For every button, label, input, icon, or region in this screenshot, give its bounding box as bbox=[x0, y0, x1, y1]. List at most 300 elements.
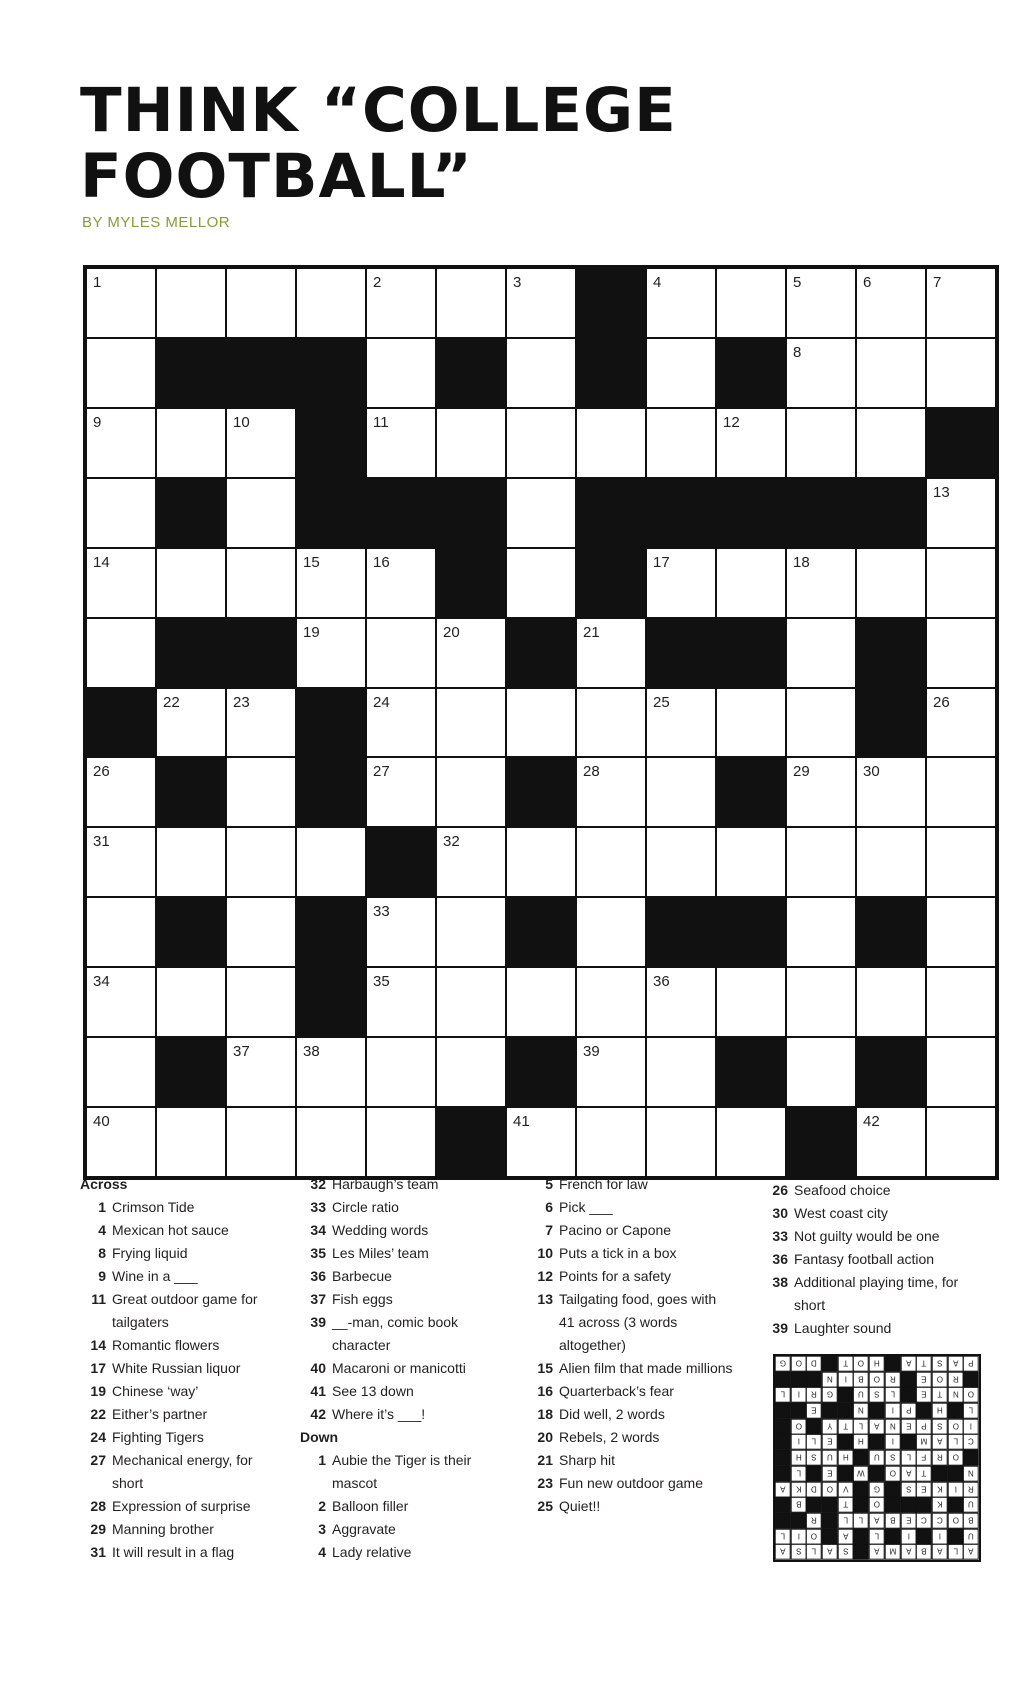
black-square bbox=[716, 1037, 786, 1107]
grid-cell[interactable] bbox=[86, 408, 156, 478]
grid-cell[interactable] bbox=[156, 1107, 226, 1177]
solution-letter: L bbox=[901, 1450, 917, 1466]
clue-number: 32 bbox=[310, 1176, 326, 1192]
black-square bbox=[296, 408, 366, 478]
cell-number: 11 bbox=[373, 413, 389, 431]
grid-cell[interactable] bbox=[366, 1037, 436, 1107]
clue-number: 22 bbox=[90, 1406, 106, 1422]
solution-black-square bbox=[901, 1434, 917, 1450]
grid-cell[interactable] bbox=[716, 967, 786, 1037]
grid-cell[interactable] bbox=[786, 967, 856, 1037]
solution-letter: I bbox=[963, 1419, 979, 1435]
clue-number: 10 bbox=[537, 1245, 553, 1261]
grid-cell[interactable] bbox=[366, 268, 436, 338]
grid-cell[interactable] bbox=[436, 757, 506, 827]
grid-cell[interactable] bbox=[86, 827, 156, 897]
grid-cell[interactable] bbox=[716, 827, 786, 897]
clue-text: Seafood choice bbox=[794, 1182, 891, 1198]
grid-cell[interactable] bbox=[576, 1037, 646, 1107]
clue bbox=[300, 1403, 507, 1426]
grid-cell[interactable] bbox=[926, 1107, 996, 1177]
grid-cell[interactable] bbox=[366, 967, 436, 1037]
clue-text: Alien film that made millions bbox=[559, 1360, 733, 1376]
grid-cell[interactable] bbox=[506, 548, 576, 618]
solution-black-square bbox=[901, 1497, 917, 1513]
grid-cell[interactable] bbox=[436, 967, 506, 1037]
solution-letter: A bbox=[838, 1529, 854, 1545]
grid-cell[interactable] bbox=[296, 548, 366, 618]
solution-letter: G bbox=[869, 1482, 885, 1498]
grid-cell[interactable] bbox=[926, 827, 996, 897]
grid-cell[interactable] bbox=[86, 548, 156, 618]
grid-cell[interactable] bbox=[856, 268, 926, 338]
solution-letter: S bbox=[838, 1544, 854, 1560]
cell-number: 30 bbox=[863, 763, 880, 781]
black-square bbox=[716, 897, 786, 967]
grid-cell[interactable] bbox=[786, 757, 856, 827]
grid-cell[interactable] bbox=[856, 408, 926, 478]
grid-cell[interactable] bbox=[716, 1107, 786, 1177]
solution-letter: L bbox=[806, 1434, 822, 1450]
grid-cell[interactable] bbox=[226, 967, 296, 1037]
grid-cell[interactable] bbox=[786, 1037, 856, 1107]
solution-black-square bbox=[775, 1419, 791, 1435]
grid-cell[interactable] bbox=[926, 1037, 996, 1107]
black-square bbox=[156, 897, 226, 967]
grid-cell[interactable] bbox=[366, 408, 436, 478]
grid-cell[interactable] bbox=[86, 757, 156, 827]
solution-letter: K bbox=[932, 1497, 948, 1513]
clue-text: Harbaugh’s team bbox=[332, 1176, 439, 1192]
solution-black-square bbox=[869, 1466, 885, 1482]
cell-number: 8 bbox=[793, 343, 802, 361]
cell-number: 38 bbox=[303, 1043, 320, 1061]
clue bbox=[762, 1202, 969, 1225]
grid-cell[interactable] bbox=[506, 827, 576, 897]
cell-number: 17 bbox=[653, 553, 670, 571]
clue-number: 1 bbox=[318, 1452, 326, 1468]
grid-cell[interactable] bbox=[926, 548, 996, 618]
grid-cell[interactable] bbox=[576, 1107, 646, 1177]
grid-cell[interactable] bbox=[576, 408, 646, 478]
solution-letter: R bbox=[948, 1372, 964, 1388]
solution-letter: P bbox=[963, 1356, 979, 1372]
solution-letter: A bbox=[901, 1356, 917, 1372]
grid-cell[interactable] bbox=[506, 1107, 576, 1177]
cell-number: 13 bbox=[933, 483, 950, 501]
grid-cell[interactable] bbox=[296, 618, 366, 688]
grid-cell[interactable] bbox=[86, 268, 156, 338]
clue-number: 34 bbox=[310, 1222, 326, 1238]
solution-letter: A bbox=[932, 1434, 948, 1450]
clue bbox=[80, 1265, 287, 1288]
clue-text: White Russian liquor bbox=[112, 1360, 241, 1376]
grid-cell[interactable] bbox=[856, 548, 926, 618]
black-square bbox=[226, 618, 296, 688]
grid-cell[interactable] bbox=[156, 268, 226, 338]
cell-number: 4 bbox=[653, 274, 662, 291]
clue-number: 13 bbox=[537, 1291, 553, 1307]
grid-cell[interactable] bbox=[86, 1037, 156, 1107]
solution-black-square bbox=[869, 1403, 885, 1419]
crossword-grid bbox=[83, 265, 999, 1180]
clue-text: Where it’s ___! bbox=[332, 1406, 426, 1422]
solution-letter: N bbox=[822, 1372, 838, 1388]
solution-letter: E bbox=[822, 1466, 838, 1482]
solution-letter: O bbox=[791, 1356, 807, 1372]
grid-cell[interactable] bbox=[86, 338, 156, 408]
grid-cell[interactable] bbox=[436, 1037, 506, 1107]
solution-letter: O bbox=[853, 1356, 869, 1372]
grid-cell[interactable] bbox=[716, 548, 786, 618]
solution-black-square bbox=[853, 1482, 869, 1498]
grid-cell[interactable] bbox=[856, 338, 926, 408]
clue-number: 23 bbox=[537, 1475, 553, 1491]
solution-letter: G bbox=[775, 1356, 791, 1372]
grid-cell[interactable] bbox=[576, 618, 646, 688]
clue bbox=[80, 1380, 287, 1403]
clue-text: Wedding words bbox=[332, 1222, 429, 1238]
solution-letter: F bbox=[916, 1450, 932, 1466]
grid-cell[interactable] bbox=[506, 688, 576, 758]
grid-cell[interactable] bbox=[506, 478, 576, 548]
cell-number: 19 bbox=[303, 623, 320, 641]
grid-cell[interactable] bbox=[86, 618, 156, 688]
grid-cell[interactable] bbox=[786, 268, 856, 338]
clue-text: Fighting Tigers bbox=[112, 1429, 204, 1445]
grid-cell[interactable] bbox=[786, 897, 856, 967]
grid-cell[interactable] bbox=[926, 478, 996, 548]
clue-text: Great outdoor game for tailgaters bbox=[112, 1291, 258, 1330]
clue bbox=[80, 1334, 287, 1357]
black-square bbox=[296, 338, 366, 408]
black-square bbox=[156, 478, 226, 548]
black-square bbox=[226, 338, 296, 408]
solution-black-square bbox=[948, 1497, 964, 1513]
black-square bbox=[156, 757, 226, 827]
grid-cell[interactable] bbox=[156, 827, 226, 897]
solution-black-square bbox=[791, 1403, 807, 1419]
solution-letter: V bbox=[838, 1482, 854, 1498]
clue bbox=[527, 1219, 734, 1242]
grid-cell[interactable] bbox=[856, 1107, 926, 1177]
grid-cell[interactable] bbox=[926, 338, 996, 408]
clue bbox=[80, 1495, 287, 1518]
solution-letter: I bbox=[791, 1434, 807, 1450]
clue bbox=[527, 1426, 734, 1449]
puzzle-title bbox=[80, 75, 677, 212]
clue-text: Points for a safety bbox=[559, 1268, 672, 1284]
black-square bbox=[856, 618, 926, 688]
solution-letter: L bbox=[775, 1529, 791, 1545]
solution-letter: L bbox=[853, 1419, 869, 1435]
grid-cell[interactable] bbox=[506, 967, 576, 1037]
black-square bbox=[296, 757, 366, 827]
black-square bbox=[506, 757, 576, 827]
clue-text: Either’s partner bbox=[112, 1406, 208, 1422]
solution-letter: C bbox=[932, 1513, 948, 1529]
solution-black-square bbox=[853, 1529, 869, 1545]
solution-letter: N bbox=[963, 1466, 979, 1482]
solution-letter: I bbox=[901, 1529, 917, 1545]
clue-text: Mexican hot sauce bbox=[112, 1222, 229, 1238]
solution-letter: H bbox=[838, 1450, 854, 1466]
grid-cell[interactable] bbox=[436, 897, 506, 967]
solution-letter: A bbox=[775, 1482, 791, 1498]
solution-letter: O bbox=[948, 1513, 964, 1529]
cell-number: 35 bbox=[373, 973, 390, 991]
solution-letter: A bbox=[869, 1419, 885, 1435]
black-square bbox=[576, 478, 646, 548]
grid-cell[interactable] bbox=[926, 757, 996, 827]
solution-black-square bbox=[963, 1372, 979, 1388]
clue-text: Laughter sound bbox=[794, 1320, 892, 1336]
clue bbox=[300, 1196, 507, 1219]
solution-letter: B bbox=[916, 1544, 932, 1560]
clue-number: 39 bbox=[310, 1314, 326, 1330]
grid-cell[interactable] bbox=[226, 1107, 296, 1177]
solution-letter: S bbox=[901, 1482, 917, 1498]
grid-cell[interactable] bbox=[436, 268, 506, 338]
black-square bbox=[856, 1037, 926, 1107]
clue-text: Wine in a ___ bbox=[112, 1268, 198, 1284]
black-square bbox=[716, 478, 786, 548]
solution-black-square bbox=[853, 1544, 869, 1560]
grid-cell[interactable] bbox=[926, 897, 996, 967]
title-line-1: THINK “COLLEGE bbox=[80, 75, 677, 146]
black-square bbox=[716, 757, 786, 827]
grid-cell[interactable] bbox=[646, 757, 716, 827]
grid-cell[interactable] bbox=[646, 338, 716, 408]
clue bbox=[300, 1495, 507, 1518]
solution-letter: R bbox=[885, 1372, 901, 1388]
clue-text: French for law bbox=[559, 1176, 648, 1192]
grid-cell[interactable] bbox=[366, 618, 436, 688]
grid-cell[interactable] bbox=[226, 548, 296, 618]
grid-cell[interactable] bbox=[226, 897, 296, 967]
grid-cell[interactable] bbox=[646, 408, 716, 478]
grid-cell[interactable] bbox=[436, 688, 506, 758]
grid-cell[interactable] bbox=[226, 478, 296, 548]
solution-black-square bbox=[806, 1466, 822, 1482]
clue-number: 7 bbox=[545, 1222, 553, 1238]
grid-cell[interactable] bbox=[646, 548, 716, 618]
grid-cell[interactable] bbox=[86, 478, 156, 548]
grid-cell[interactable] bbox=[436, 408, 506, 478]
clue-number: 35 bbox=[310, 1245, 326, 1261]
grid-cell[interactable] bbox=[716, 688, 786, 758]
clue bbox=[80, 1219, 287, 1242]
grid-cell[interactable] bbox=[786, 408, 856, 478]
clue bbox=[300, 1449, 507, 1495]
solution-letter: N bbox=[885, 1419, 901, 1435]
clue-number: 16 bbox=[537, 1383, 553, 1399]
clue bbox=[300, 1219, 507, 1242]
grid-cell[interactable] bbox=[436, 827, 506, 897]
clue-number: 2 bbox=[318, 1498, 326, 1514]
grid-cell[interactable] bbox=[226, 688, 296, 758]
clue-number: 25 bbox=[537, 1498, 553, 1514]
solution-letter: B bbox=[791, 1497, 807, 1513]
solution-letter: B bbox=[963, 1513, 979, 1529]
grid-cell[interactable] bbox=[296, 827, 366, 897]
black-square bbox=[156, 618, 226, 688]
solution-letter: C bbox=[963, 1434, 979, 1450]
grid-cell[interactable] bbox=[926, 967, 996, 1037]
solution-letter: L bbox=[791, 1466, 807, 1482]
black-square bbox=[646, 897, 716, 967]
grid-cell[interactable] bbox=[226, 268, 296, 338]
black-square bbox=[716, 618, 786, 688]
grid-cell[interactable] bbox=[646, 268, 716, 338]
grid-cell[interactable] bbox=[86, 1107, 156, 1177]
grid-cell[interactable] bbox=[646, 967, 716, 1037]
grid-cell[interactable] bbox=[506, 338, 576, 408]
solution-letter: N bbox=[853, 1403, 869, 1419]
clue-text: Pacino or Capone bbox=[559, 1222, 672, 1238]
clue-text: Chinese ‘way’ bbox=[112, 1383, 199, 1399]
grid-cell[interactable] bbox=[366, 757, 436, 827]
cell-number: 28 bbox=[583, 763, 600, 781]
clue-number: 36 bbox=[772, 1251, 788, 1267]
grid-cell[interactable] bbox=[296, 1037, 366, 1107]
cell-number: 37 bbox=[233, 1043, 250, 1061]
grid-cell[interactable] bbox=[366, 1107, 436, 1177]
solution-letter: O bbox=[963, 1387, 979, 1403]
black-square bbox=[646, 478, 716, 548]
grid-cell[interactable] bbox=[226, 827, 296, 897]
clue-number: 6 bbox=[545, 1199, 553, 1215]
solution-letter: R bbox=[963, 1482, 979, 1498]
grid-cell[interactable] bbox=[86, 897, 156, 967]
grid-cell[interactable] bbox=[926, 268, 996, 338]
solution-letter: S bbox=[806, 1450, 822, 1466]
grid-cell[interactable] bbox=[226, 408, 296, 478]
cell-number: 6 bbox=[863, 274, 872, 291]
grid-cell[interactable] bbox=[786, 338, 856, 408]
clue bbox=[300, 1380, 507, 1403]
grid-cell[interactable] bbox=[786, 827, 856, 897]
solution-letter: A bbox=[901, 1544, 917, 1560]
black-square bbox=[296, 897, 366, 967]
grid-cell[interactable] bbox=[366, 338, 436, 408]
grid-cell[interactable] bbox=[366, 688, 436, 758]
clue-number: 28 bbox=[90, 1498, 106, 1514]
clue-number: 20 bbox=[537, 1429, 553, 1445]
grid-cell[interactable] bbox=[436, 618, 506, 688]
grid-cell[interactable] bbox=[786, 688, 856, 758]
solution-letter: I bbox=[932, 1529, 948, 1545]
solution-black-square bbox=[932, 1466, 948, 1482]
solution-letter: O bbox=[885, 1466, 901, 1482]
clue bbox=[80, 1403, 287, 1426]
solution-black-square bbox=[775, 1450, 791, 1466]
grid-cell[interactable] bbox=[576, 827, 646, 897]
grid-cell[interactable] bbox=[156, 408, 226, 478]
cell-number: 33 bbox=[373, 903, 390, 921]
grid-cell[interactable] bbox=[156, 967, 226, 1037]
clue-text: Aubie the Tiger is their mascot bbox=[332, 1452, 472, 1491]
cell-number: 18 bbox=[793, 553, 810, 571]
black-square bbox=[156, 1037, 226, 1107]
grid-cell[interactable] bbox=[296, 1107, 366, 1177]
clue bbox=[300, 1311, 507, 1357]
clue-number: 31 bbox=[90, 1544, 106, 1560]
grid-cell[interactable] bbox=[156, 688, 226, 758]
grid-cell[interactable] bbox=[856, 827, 926, 897]
grid-cell[interactable] bbox=[156, 548, 226, 618]
grid-cell[interactable] bbox=[506, 268, 576, 338]
clue-number: 27 bbox=[90, 1452, 106, 1468]
clue-text: See 13 down bbox=[332, 1383, 414, 1399]
clue-number: 38 bbox=[772, 1274, 788, 1290]
grid-cell[interactable] bbox=[786, 548, 856, 618]
grid-cell[interactable] bbox=[856, 967, 926, 1037]
grid-cell[interactable] bbox=[646, 688, 716, 758]
solution-letter: E bbox=[916, 1482, 932, 1498]
solution-black-square bbox=[916, 1497, 932, 1513]
grid-cell[interactable] bbox=[716, 408, 786, 478]
grid-cell[interactable] bbox=[926, 688, 996, 758]
clue bbox=[527, 1196, 734, 1219]
grid-cell[interactable] bbox=[226, 757, 296, 827]
grid-cell[interactable] bbox=[296, 268, 366, 338]
solution-black-square bbox=[822, 1513, 838, 1529]
solution-black-square bbox=[963, 1450, 979, 1466]
grid-cell[interactable] bbox=[786, 618, 856, 688]
cell-number: 23 bbox=[233, 693, 250, 711]
solution-letter: A bbox=[948, 1356, 964, 1372]
solution-letter: H bbox=[853, 1434, 869, 1450]
grid-cell[interactable] bbox=[86, 967, 156, 1037]
grid-cell[interactable] bbox=[576, 688, 646, 758]
grid-cell[interactable] bbox=[926, 618, 996, 688]
grid-cell[interactable] bbox=[576, 897, 646, 967]
grid-cell[interactable] bbox=[576, 757, 646, 827]
solution-letter: B bbox=[885, 1513, 901, 1529]
solution-letter: O bbox=[932, 1372, 948, 1388]
clue-text: Fantasy football action bbox=[794, 1251, 935, 1267]
solution-letter: A bbox=[901, 1466, 917, 1482]
clue-number: 3 bbox=[318, 1521, 326, 1537]
grid-cell[interactable] bbox=[366, 897, 436, 967]
solution-black-square bbox=[869, 1434, 885, 1450]
solution-letter: O bbox=[869, 1372, 885, 1388]
solution-black-square bbox=[901, 1387, 917, 1403]
cell-number: 26 bbox=[933, 693, 950, 711]
clue bbox=[527, 1265, 734, 1288]
grid-cell[interactable] bbox=[646, 1107, 716, 1177]
grid-cell[interactable] bbox=[226, 1037, 296, 1107]
clue-number: 41 bbox=[310, 1383, 326, 1399]
cell-number: 34 bbox=[93, 973, 110, 991]
grid-cell[interactable] bbox=[716, 268, 786, 338]
grid-cell[interactable] bbox=[646, 827, 716, 897]
solution-letter: E bbox=[916, 1387, 932, 1403]
grid-cell[interactable] bbox=[856, 757, 926, 827]
solution-black-square bbox=[775, 1497, 791, 1513]
grid-cell[interactable] bbox=[366, 548, 436, 618]
grid-cell[interactable] bbox=[576, 967, 646, 1037]
grid-cell[interactable] bbox=[646, 1037, 716, 1107]
cell-number: 32 bbox=[443, 833, 460, 851]
grid-cell[interactable] bbox=[506, 408, 576, 478]
solution-black-square bbox=[901, 1372, 917, 1388]
clue-number: 29 bbox=[90, 1521, 106, 1537]
cell-number: 22 bbox=[163, 693, 180, 711]
clue-text: Aggravate bbox=[332, 1521, 396, 1537]
black-square bbox=[856, 478, 926, 548]
